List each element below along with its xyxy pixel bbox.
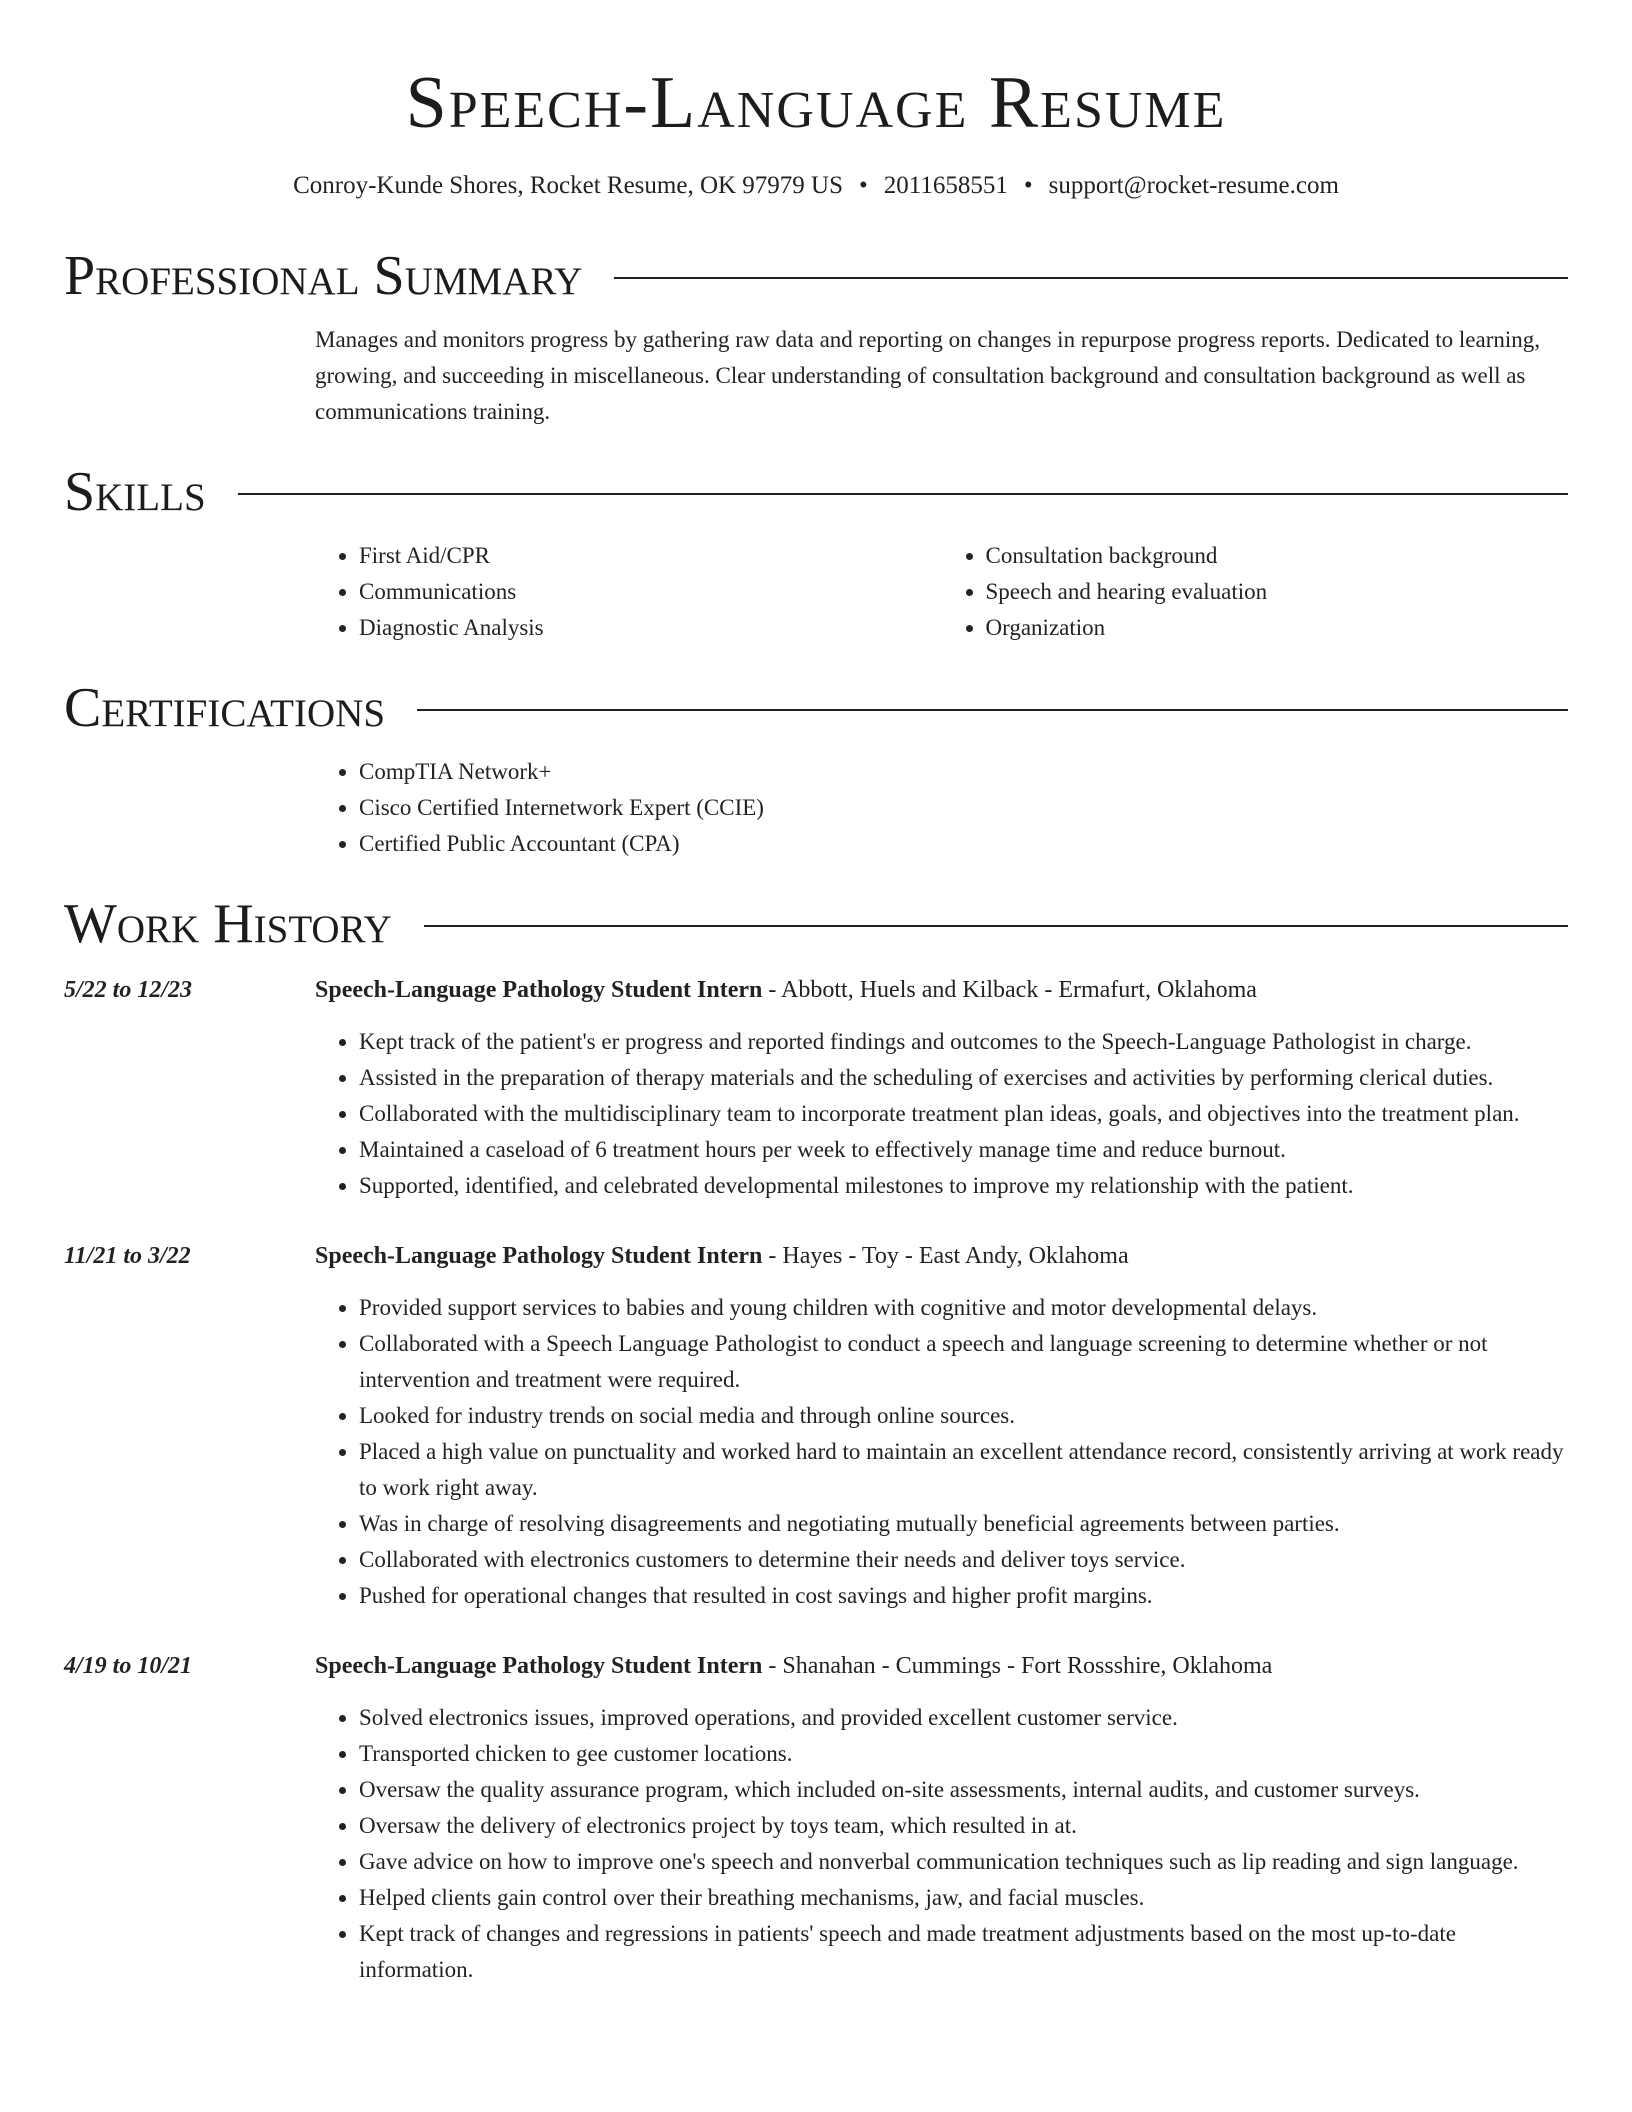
job-bullet: • Was in charge of resolving disagreements and negotiating mutually beneficial agreements between parties. [359,1506,1568,1542]
job-heading [315,1238,1568,1274]
skills-heading: Skills [64,461,206,523]
job-bullet: • Transported chicken to gee customer locations. [359,1736,1568,1772]
skill-item: • Diagnostic Analysis [359,610,942,646]
certification-item: • Cisco Certified Internetwork Expert (CCIE) [359,790,1568,826]
job-bullet: • Looked for industry trends on social media and through online sources. [359,1398,1568,1434]
job-details [315,972,1568,1204]
job-bullet: • Placed a high value on punctuality and worked hard to maintain an excellent attendance record, consistently arriving at work ready to work right away. [359,1434,1568,1506]
skills-list [315,538,1568,646]
job-bullet: • Kept track of changes and regressions in patients' speech and made treatment adjustments based on the most up-to-date information. [359,1916,1568,1988]
summary-section-header [64,242,1568,310]
job-bullet: • Gave advice on how to improve one's speech and nonverbal communication techniques such as lip reading and sign language. [359,1844,1568,1880]
job-bullets [315,1290,1568,1614]
job-entry [64,1238,1568,1614]
certification-item: • CompTIA Network+ [359,754,1568,790]
certifications-section-header [64,674,1568,742]
job-details [315,1238,1568,1614]
certification-item: • Certified Public Accountant (CPA) [359,826,1568,862]
section-divider [424,925,1568,927]
job-employer: - Abbott, Huels and Kilback - Ermafurt, Oklahoma [762,977,1257,1003]
job-dates: 4/19 to 10/21 [64,1653,193,1679]
job-heading [315,972,1568,1008]
job-entry [64,1648,1568,1988]
section-divider [614,277,1568,279]
section-divider [238,493,1568,495]
job-bullet: • Oversaw the quality assurance program, which included on-site assessments, internal audits, and customer surveys. [359,1772,1568,1808]
work-heading: Work History [64,893,392,955]
job-bullet: • Oversaw the delivery of electronics project by toys team, which resulted in at. [359,1808,1568,1844]
skill-item: • Speech and hearing evaluation [986,574,1569,610]
skill-item: • Communications [359,574,942,610]
job-bullet: • Solved electronics issues, improved operations, and provided excellent customer service. [359,1700,1568,1736]
job-dates: 5/22 to 12/23 [64,977,193,1003]
job-bullet: • Supported, identified, and celebrated developmental milestones to improve my relationship with the patient. [359,1168,1568,1204]
job-bullet: • Maintained a caseload of 6 treatment hours per week to effectively manage time and reduce burnout. [359,1132,1568,1168]
skills-column-right [942,538,1569,646]
job-details [315,1648,1568,1988]
job-title: Speech-Language Pathology Student Intern [315,1653,763,1679]
contact-separator: • [1023,172,1033,199]
job-heading [315,1648,1568,1684]
work-section-header [64,890,1568,958]
summary-heading: Professional Summary [64,245,583,307]
job-bullet: • Assisted in the preparation of therapy materials and the scheduling of exercises and activities by performing clerical duties. [359,1060,1568,1096]
skill-item: • Consultation background [986,538,1569,574]
job-employer: - Shanahan - Cummings - Fort Rossshire, Oklahoma [762,1653,1273,1679]
job-bullet: • Kept track of the patient's er progress and reported findings and outcomes to the Speech-Language Pathologist in charge. [359,1024,1568,1060]
section-divider [417,709,1568,711]
certifications-list [315,754,1568,862]
job-bullet: • Provided support services to babies and young children with cognitive and motor developmental delays. [359,1290,1568,1326]
job-bullet: • Collaborated with a Speech Language Pathologist to conduct a speech and language screening to determine whether or not intervention and treatment were required. [359,1326,1568,1398]
job-bullets [315,1700,1568,1988]
job-title: Speech-Language Pathology Student Intern [315,1243,763,1269]
job-bullet: • Helped clients gain control over their breathing mechanisms, jaw, and facial muscles. [359,1880,1568,1916]
job-title: Speech-Language Pathology Student Intern [315,977,763,1003]
job-bullet: • Pushed for operational changes that resulted in cost savings and higher profit margins. [359,1578,1568,1614]
contact-line [64,168,1568,204]
job-dates: 11/21 to 3/22 [64,1243,191,1269]
contact-address: Conroy-Kunde Shores, Rocket Resume, OK 97979 US [293,172,844,199]
skills-section-header [64,458,1568,526]
skill-item: • Organization [986,610,1569,646]
job-bullet: • Collaborated with electronics customers to determine their needs and deliver toys service. [359,1542,1568,1578]
skills-column-left [315,538,942,646]
contact-email: support@rocket-resume.com [1048,172,1339,199]
job-entry [64,972,1568,1204]
job-bullets [315,1024,1568,1204]
summary-text: Manages and monitors progress by gathering raw data and reporting on changes in repurpose progress reports. Dedicated to learning, growing, and succeeding in miscellaneous. Clear understanding of consultation background and consultation background as well as communications training. [315,327,1541,424]
contact-phone: 2011658551 [883,172,1008,199]
job-employer: - Hayes - Toy - East Andy, Oklahoma [762,1243,1129,1269]
job-bullet: • Collaborated with the multidisciplinary team to incorporate treatment plan ideas, goals, and objectives into the treatment plan. [359,1096,1568,1132]
contact-separator: • [859,172,868,199]
certifications-heading: Certifications [64,677,386,739]
resume-title: Speech-Language Resume [405,62,1227,144]
skill-item: • First Aid/CPR [359,538,942,574]
